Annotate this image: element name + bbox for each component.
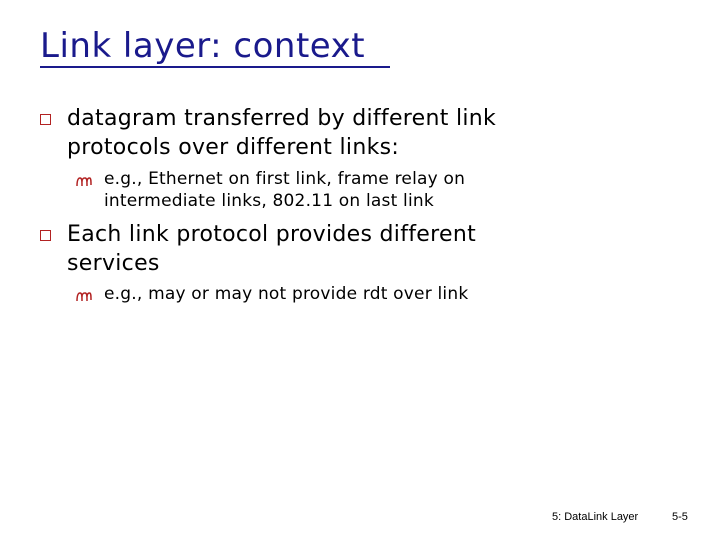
bullet-item-2 xyxy=(40,220,600,278)
script-m-bullet-icon xyxy=(76,288,92,302)
sub-bullet-text-2: e.g., may or may not provide rdt over link xyxy=(104,284,469,304)
bullet-text-2: Each link protocol provides different services xyxy=(67,222,476,276)
hollow-square-bullet-icon xyxy=(40,114,51,125)
bullet-item-1 xyxy=(40,104,600,162)
slide-title: Link layer: context xyxy=(40,26,366,66)
footer-chapter-label: 5: DataLink Layer xyxy=(552,511,639,523)
footer-page-number: 5-5 xyxy=(672,511,688,523)
sub-bullet-item-1 xyxy=(76,168,546,212)
script-m-bullet-icon xyxy=(76,173,92,187)
sub-bullet-text-1: e.g., Ethernet on first link, frame relay on intermediate links, 802.11 on last link xyxy=(104,169,466,211)
bullet-text-1: datagram transferred by different link protocols over different links: xyxy=(67,106,497,160)
hollow-square-bullet-icon xyxy=(40,230,51,241)
title-underline xyxy=(40,66,390,68)
sub-bullet-item-2 xyxy=(76,283,546,305)
